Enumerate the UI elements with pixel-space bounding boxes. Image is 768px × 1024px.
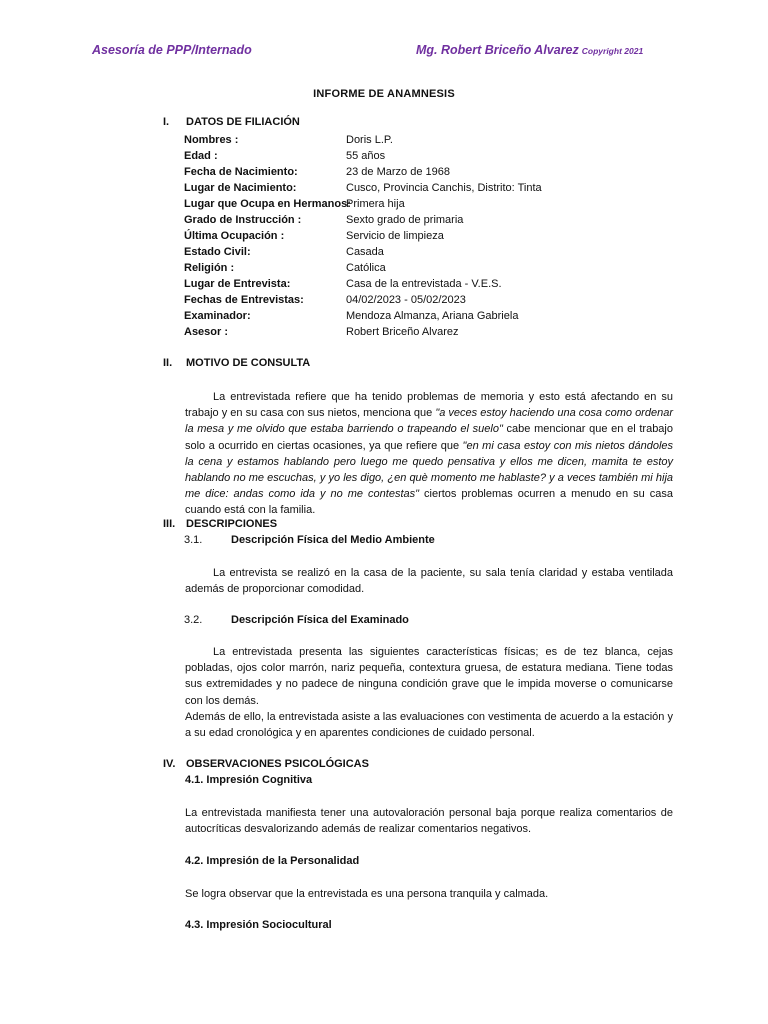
subsection-4-2-title: 4.2. Impresión de la Personalidad [185, 855, 360, 867]
subsection-4-1-paragraph: La entrevistada manifiesta tener una autovaloración personal baja porque realiza comentarios de autocríticas desvalorizando además de realizar comentarios negativos. [185, 807, 673, 836]
header-author: Mg. Robert Briceño Alvarez [416, 43, 579, 57]
header-copyright: Copyright 2021 [581, 46, 644, 56]
section-4-title: OBSERVACIONES PSICOLÓGICAS [186, 758, 369, 770]
field-label: Grado de Instrucción : [184, 214, 302, 226]
field-value: 04/02/2023 - 05/02/2023 [346, 294, 466, 306]
motivo-paragraph [185, 389, 673, 519]
field-label: Fechas de Entrevistas: [184, 294, 304, 306]
field-value: Mendoza Almanza, Ariana Gabriela [346, 310, 519, 322]
field-label: Edad : [184, 150, 218, 162]
field-value: Casa de la entrevistada - V.E.S. [346, 278, 502, 290]
subsection-4-3-title: 4.3. Impresión Sociocultural [185, 919, 332, 931]
header-left: Asesoría de PPP/Internado [92, 43, 252, 57]
field-value: Católica [346, 262, 386, 274]
field-label: Última Ocupación : [184, 230, 285, 242]
field-label: Lugar de Nacimiento: [184, 182, 297, 194]
subsection-3-1-number: 3.1. [184, 534, 203, 546]
subsection-3-1-paragraph [185, 565, 673, 597]
section-2-title: MOTIVO DE CONSULTA [186, 357, 311, 369]
field-label: Lugar de Entrevista: [184, 278, 291, 290]
subsection-3-1-title: Descripción Física del Medio Ambiente [231, 534, 435, 546]
field-value: Sexto grado de primaria [346, 214, 464, 226]
field-label: Asesor : [184, 326, 229, 338]
field-label: Examinador: [184, 310, 251, 322]
field-value: Casada [346, 246, 384, 258]
section-3-number: III. [163, 518, 176, 530]
field-value: Robert Briceño Alvarez [346, 326, 459, 338]
section-4-number: IV. [163, 758, 176, 770]
section-2-number: II. [163, 357, 173, 369]
motivo-quote-2: "en mi casa estoy con mis nietos dándoles la cena y estamos hablando pero luego me quedo pensativa y ellos me dicen, mamita te estoy hablando no me escuchas, y yo les digo, ¿en què momento me hablaste? y a veces también mi hija me dice: andas como ida y no me contestas" [185, 439, 674, 501]
field-label: Nombres : [184, 134, 239, 146]
section-3-title: DESCRIPCIONES [186, 518, 278, 530]
subsection-3-2-paragraph [185, 644, 673, 741]
motivo-text-2: cabe mencionar que en el trabajo solo a ocurrido en ciertas ocasiones, ya que refiere que [185, 423, 673, 452]
subsection-4-1-title: 4.1. Impresión Cognitiva [185, 774, 313, 786]
field-label: Fecha de Nacimiento: [184, 166, 298, 178]
header-right [416, 43, 643, 57]
section-1-number: I. [163, 116, 170, 128]
motivo-text-3: ciertos problemas ocurren a menudo en su casa cuando está con la familia. [185, 488, 673, 517]
field-value: Primera hija [346, 198, 405, 210]
field-value: Doris L.P. [346, 134, 393, 146]
field-label: Estado Civil: [184, 246, 251, 258]
field-value: 23 de Marzo de 1968 [346, 166, 450, 178]
motivo-text-1: La entrevistada refiere que ha tenido problemas de memoria y esto está afectando en su trabajo y en su casa con sus nietos, menciona que [185, 391, 673, 420]
subsection-3-2-number: 3.2. [184, 614, 203, 626]
document-title: INFORME DE ANAMNESIS [313, 88, 455, 100]
field-label: Lugar que Ocupa en Hermanos: [184, 198, 351, 210]
subsection-3-2-title: Descripción Física del Examinado [231, 614, 409, 626]
field-value: Servicio de limpieza [346, 230, 444, 242]
field-label: Religión : [184, 262, 235, 274]
motivo-quote-1: "a veces estoy haciendo una cosa como ordenar la mesa y me olvido que estaba barriendo o trapeando el suelo" [185, 407, 673, 436]
section-1-title: DATOS DE FILIACIÓN [186, 116, 300, 128]
field-value: Cusco, Provincia Canchis, Distrito: Tinta [346, 182, 542, 194]
subsection-3-2-text-2: Además de ello, la entrevistada asiste a las evaluaciones con vestimenta de acuerdo a la estación y a su edad cronológica y en aparentes condiciones de cuidado personal. [185, 710, 673, 740]
subsection-4-2-paragraph: Se logra observar que la entrevistada es una persona tranquila y calmada. [185, 888, 549, 900]
subsection-3-1-text: La entrevista se realizó en la casa de la paciente, su sala tenía claridad y estaba ventilada además de proporcionar comodidad. [185, 567, 673, 596]
subsection-3-2-text-1: La entrevistada presenta las siguientes características físicas; es de tez blanca, cejas pobladas, ojos color marrón, nariz pequeña, contextura gruesa, de estatura mediana. Tiene todas sus extremidades y no padece de ninguna condición grave que le impida moverse o comunicarse con los demás. [185, 646, 673, 707]
field-value: 55 años [346, 150, 386, 162]
